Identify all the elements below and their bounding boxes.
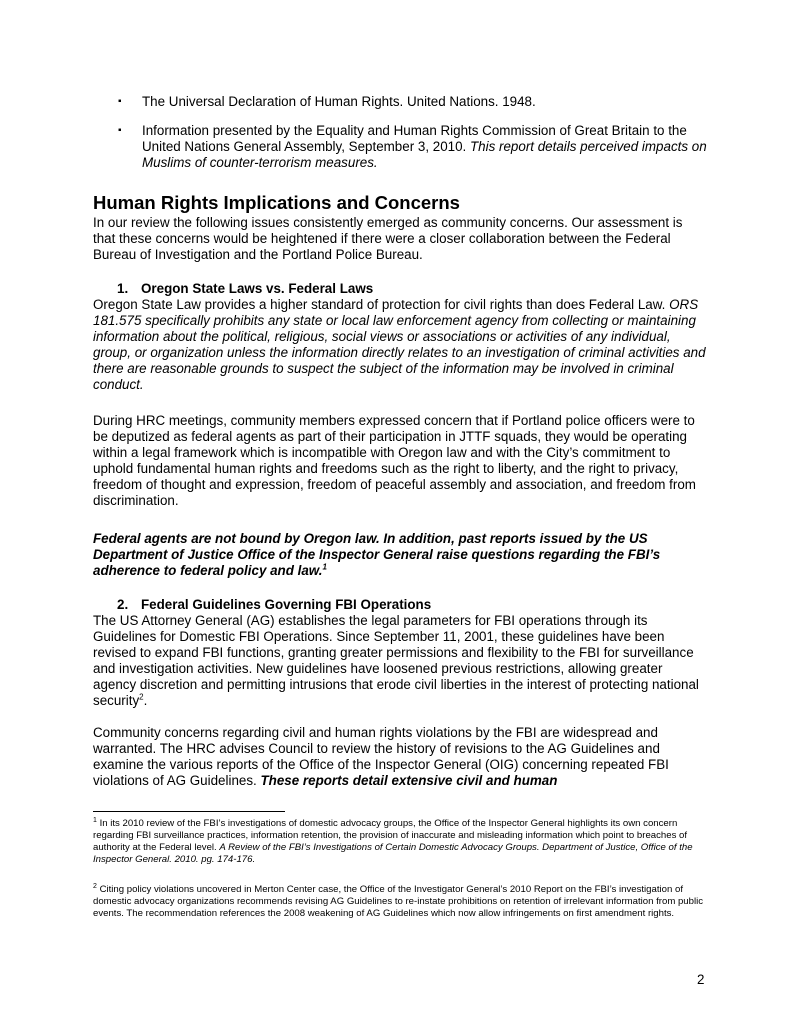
paragraph-end: . — [143, 693, 148, 708]
subheading-oregon-laws — [117, 281, 373, 297]
section-intro: In our review the following issues consistently emerged as community concerns. Our assessment is that these concerns would be heightened if there were a closer collaboration between the Federal Bureau of Investigation and the Portland Police Bureau. — [93, 215, 683, 262]
paragraph-oregon-law — [93, 297, 708, 393]
list-item — [118, 94, 713, 110]
paragraph-text: Federal agents are not bound by Oregon law. In addition, past reports issued by the US Department of Justice Office of the Inspector General raise questions regarding the FBI’s adherence to federal policy and law. — [93, 531, 661, 578]
footnote-number: 1 — [93, 816, 97, 824]
footnote-number: 2 — [93, 882, 97, 890]
bullet-list — [118, 94, 713, 184]
paragraph-community-concerns — [93, 725, 708, 789]
subheading-number: 1. — [117, 281, 129, 296]
footnote-text: In its 2010 review of the FBI’s investigations of domestic advocacy groups, the Office of the Inspector General highlights its own concern regarding FBI surveillance practices, information retention, the provision of inaccurate and misleading information which point to breaches of authority at the Federal level. — [93, 818, 688, 853]
bullet-text: Information presented by the Equality and Human Rights Commission of Great Britain to the United Nations General Assembly, September 3, 2010. — [142, 123, 687, 154]
subheading-number: 2. — [117, 597, 129, 612]
bullet-icon: ▪ — [118, 96, 122, 107]
paragraph-text: The US Attorney General (AG) establishes the legal parameters for FBI operations through its Guidelines for Domestic FBI Operations. Since September 11, 2001, these guidelines have been revised to expand FBI functions, granting greater permissions and flexibility to the FBI for surveillance and investigation activities. New guidelines have loosened previous restrictions, allowing greater agency discretion and permitting intrusions that erode civil liberties in the interest of protecting national security — [93, 613, 699, 708]
footnote-separator — [93, 811, 285, 812]
footnote-italic-text: A Review of the FBI’s Investigations of Certain Domestic Advocacy Groups. Department of Justice, Office of the Inspector General. 2010. pg. 174-176. — [93, 842, 693, 865]
subheading-text: Federal Guidelines Governing FBI Operations — [141, 597, 432, 612]
footnote-ref: 2 — [139, 692, 144, 702]
paragraph-text: Community concerns regarding civil and human rights violations by the FBI are widespread and warranted. The HRC advises Council to review the history of revisions to the AG Guidelines and examine the various reports of the Office of the Inspector General (OIG) concerning repeated FBI violations of AG Guidelines. — [93, 725, 669, 788]
bullet-italic-text: This report details perceived impacts on Muslims of counter-terrorism measures. — [142, 139, 707, 170]
list-item — [118, 123, 713, 171]
footnote-ref: 1 — [322, 562, 327, 572]
paragraph-text: Oregon State Law provides a higher standard of protection for civil rights than does Federal Law. — [93, 297, 670, 312]
footnote-2 — [93, 884, 708, 920]
footnote-1 — [93, 818, 708, 866]
footnote-text: Citing policy violations uncovered in Merton Center case, the Office of the Investigator General’s 2010 Report on the FBI’s investigation of domestic advocacy organizations recommends revising AG Guidelines to re-instate prohibitions on retention of irrelevant information from public events. The recommendation references the 2008 weakening of AG Guidelines which now allow infringements on first amendment rights. — [93, 884, 704, 919]
paragraph-ag-guidelines — [93, 613, 708, 709]
bullet-icon: ▪ — [118, 125, 122, 136]
subheading-text: Oregon State Laws vs. Federal Laws — [141, 281, 374, 296]
subheading-federal-guidelines — [117, 597, 431, 613]
bullet-text: The Universal Declaration of Human Rights. United Nations. 1948. — [142, 94, 536, 109]
paragraph-italic-text: ORS 181.575 specifically prohibits any state or local law enforcement agency from collecting or maintaining information about the political, religious, social views or associations or activities of any individual, group, or organization unless the information directly relates to an investigation of criminal activities and there are reasonable grounds to suspect the subject of the information may be involved in criminal conduct. — [93, 297, 706, 392]
page-number: 2 — [697, 972, 705, 987]
paragraph-hrc-meetings: During HRC meetings, community members expressed concern that if Portland police officers were to be deputized as federal agents as part of their participation in JTTF squads, they would be operating within a legal framework which is incompatible with Oregon law and with the City’s commitment to uphold fundamental human rights and freedoms such as the right to liberty, and the right to privacy, freedom of thought and expression, freedom of peaceful assembly and association, and freedom from discrimination. — [93, 413, 696, 508]
paragraph-bold-italic-text: These reports detail extensive civil and human — [260, 773, 558, 788]
section-heading: Human Rights Implications and Concerns — [93, 192, 460, 213]
paragraph-federal-agents — [93, 531, 708, 579]
